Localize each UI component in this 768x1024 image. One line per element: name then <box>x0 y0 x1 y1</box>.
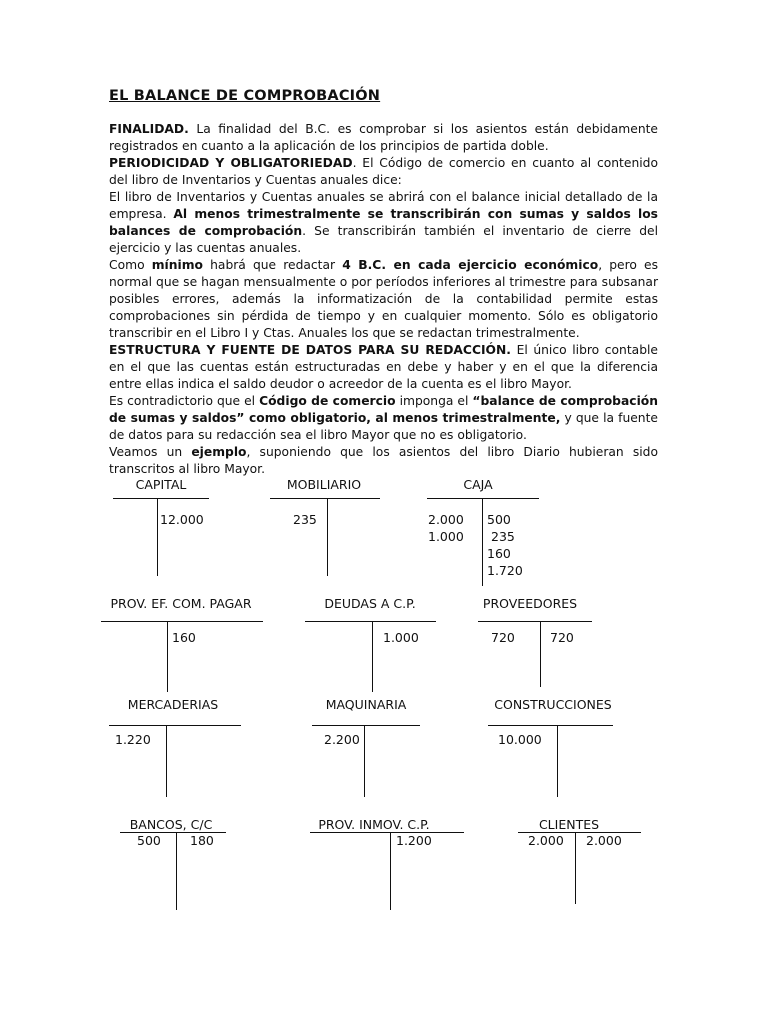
page-title: EL BALANCE DE COMPROBACIÓN <box>109 88 381 104</box>
document-body <box>109 121 658 478</box>
paragraph-estructura <box>109 342 658 393</box>
t-account-vertical-line <box>327 498 328 576</box>
account-title: PROV. EF. COM. PAGAR <box>110 596 252 611</box>
t-account-horizontal-line <box>109 725 241 726</box>
text-bold: 4 B.C. en cada ejercicio económico <box>342 258 599 272</box>
t-account-vertical-line <box>157 498 158 576</box>
text-part: Veamos un <box>109 445 192 459</box>
account-title: PROV. INMOV. C.P. <box>318 817 430 832</box>
t-account-horizontal-line <box>101 621 263 622</box>
text-part: . Se transcribirán también el inventario de cierre del ejercicio y las cuentas anuales. <box>109 224 658 255</box>
t-account-vertical-line <box>372 621 373 692</box>
t-account-horizontal-line <box>478 621 592 622</box>
paragraph-libro-inventarios <box>109 189 658 257</box>
debe-entry: 2.000 <box>428 512 464 527</box>
text-part: , suponiendo que los asientos del libro Diario hubieran sido transcritos al libro Mayor. <box>109 445 659 476</box>
account-title: CONSTRUCCIONES <box>494 697 612 712</box>
text-periodicidad: . El Código de comercio en cuanto al contenido del libro de Inventarios y Cuentas anuales dice: <box>109 156 658 187</box>
haber-entry: 1.720 <box>487 563 523 578</box>
paragraph-ejemplo <box>109 444 658 478</box>
haber-entry: 235 <box>491 529 515 544</box>
haber-entry: 1.200 <box>396 833 432 848</box>
paragraph-finalidad <box>109 121 658 155</box>
t-account-vertical-line <box>482 498 483 586</box>
heading-periodicidad: PERIODICIDAD Y OBLIGATORIEDAD <box>109 156 353 170</box>
t-account-horizontal-line <box>427 498 539 499</box>
text-part: imponga el <box>395 394 473 408</box>
haber-entry: 720 <box>550 630 574 645</box>
t-account-vertical-line <box>390 832 391 910</box>
t-account-horizontal-line <box>488 725 613 726</box>
account-title: BANCOS, C/C <box>129 817 213 832</box>
t-account-horizontal-line <box>312 725 420 726</box>
t-account-horizontal-line <box>310 832 464 833</box>
debe-entry: 235 <box>293 512 317 527</box>
paragraph-periodicidad <box>109 155 658 189</box>
haber-entry: 160 <box>487 546 511 561</box>
debe-entry: 720 <box>491 630 515 645</box>
t-account-vertical-line <box>575 832 576 904</box>
text-bold: mínimo <box>151 258 203 272</box>
debe-entry: 500 <box>137 833 161 848</box>
debe-entry: 1.000 <box>428 529 464 544</box>
haber-entry: 160 <box>172 630 196 645</box>
text-part: habrá que redactar <box>203 258 343 272</box>
text-part: Como <box>109 258 152 272</box>
account-title: DEUDAS A C.P. <box>324 596 416 611</box>
paragraph-minimo <box>109 257 658 342</box>
t-account-horizontal-line <box>270 498 380 499</box>
text-part: y que la fuente de datos para su redacción sea el libro Mayor que no es obligatorio. <box>109 411 658 442</box>
account-title: MERCADERIAS <box>127 697 219 712</box>
haber-entry: 180 <box>190 833 214 848</box>
t-account-vertical-line <box>166 725 167 797</box>
paragraph-contradictorio <box>109 393 658 444</box>
text-bold: “balance de comprobación de sumas y saldos” como obligatorio, al menos trimestralmente, <box>109 394 658 425</box>
t-account-vertical-line <box>557 725 558 797</box>
debe-entry: 2.000 <box>528 833 564 848</box>
debe-entry: 10.000 <box>498 732 542 747</box>
account-title: PROVEEDORES <box>482 596 578 611</box>
haber-entry: 12.000 <box>160 512 204 527</box>
account-title: CLIENTES <box>538 817 600 832</box>
account-title: MOBILIARIO <box>286 477 362 492</box>
text-part: El libro de Inventarios y Cuentas anuales se abrirá con el balance inicial detallado de la empresa. <box>109 190 658 221</box>
t-account-vertical-line <box>364 725 365 797</box>
haber-entry: 500 <box>487 512 511 527</box>
debe-entry: 2.200 <box>324 732 360 747</box>
heading-estructura: ESTRUCTURA Y FUENTE DE DATOS PARA SU REDACCIÓN. <box>109 343 511 357</box>
account-title: CAJA <box>463 477 493 492</box>
t-account-horizontal-line <box>113 498 209 499</box>
haber-entry: 2.000 <box>586 833 622 848</box>
account-title: CAPITAL <box>135 477 187 492</box>
account-title: MAQUINARIA <box>325 697 407 712</box>
text-bold: ejemplo <box>191 445 247 459</box>
t-account-horizontal-line <box>305 621 436 622</box>
text-bold: Al menos trimestralmente se transcribirán con sumas y saldos los balances de comprobación <box>109 207 658 238</box>
text-part: , pero es normal que se hagan mensualmente o por períodos inferiores al trimestre para subsanar posibles errores, además la informatización de la contabilidad permite estas comprobaciones sin pérdida de tiempo y en cualquier momento. Sólo es obligatorio transcribir en el Libro I y Ctas. Anuales los que se redactan trimestralmente. <box>109 258 658 340</box>
text-estructura: El único libro contable en el que las cuentas están estructuradas en debe y haber y en el que la diferencia entre ellas indica el saldo deudor o acreedor de la cuenta es el libro Mayor. <box>109 343 658 391</box>
text-finalidad: La finalidad del B.C. es comprobar si los asientos están debidamente registrados en cuanto a la aplicación de los principios de partida doble. <box>109 122 658 153</box>
text-bold: Código de comercio <box>259 394 396 408</box>
text-part: Es contradictorio que el <box>109 394 260 408</box>
t-account-vertical-line <box>540 621 541 687</box>
debe-entry: 1.220 <box>115 732 151 747</box>
t-account-vertical-line <box>176 832 177 910</box>
t-account-vertical-line <box>167 621 168 692</box>
heading-finalidad: FINALIDAD. <box>109 122 189 136</box>
haber-entry: 1.000 <box>383 630 419 645</box>
